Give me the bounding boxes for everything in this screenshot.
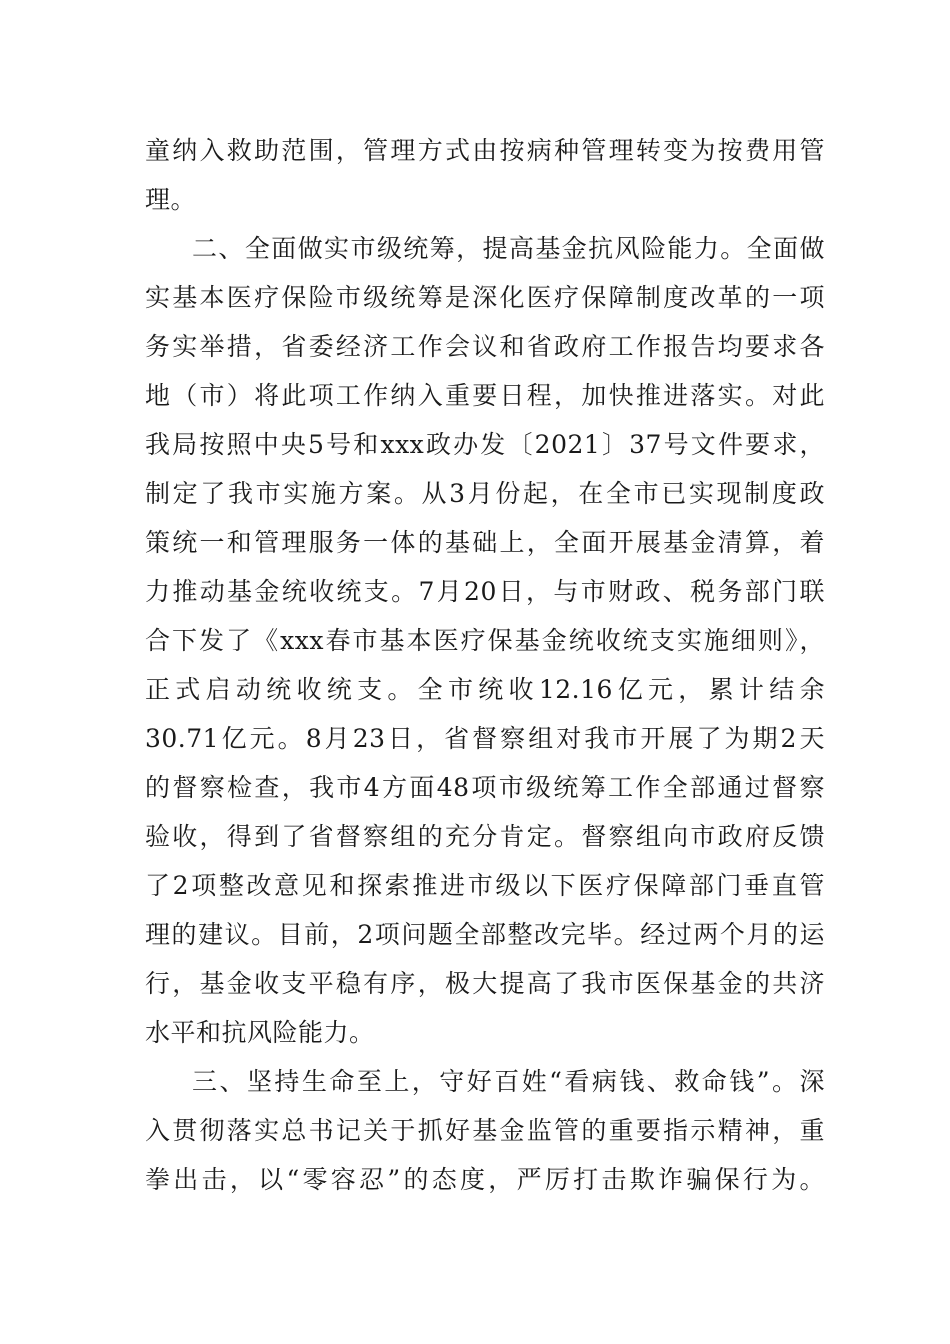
text-line: 策统一和管理服务一体的基础上，全面开展基金清算，着 [145, 528, 825, 557]
text-line: 了2项整改意见和探索推进市级以下医疗保障部门垂直管 [145, 871, 825, 900]
text-line: 入贯彻落实总书记关于抓好基金监管的重要指示精神，重 [145, 1116, 825, 1145]
text-line: 务实举措，省委经济工作会议和省政府工作报告均要求各 [145, 332, 825, 361]
text-line: 力推动基金统收统支。7月20日，与市财政、税务部门联 [145, 577, 825, 606]
text-line: 实基本医疗保险市级统筹是深化医疗保障制度改革的一项 [145, 283, 825, 312]
text-line: 地（市）将此项工作纳入重要日程，加快推进落实。对此 [145, 381, 825, 410]
text-line: 我局按照中央5号和xxx政办发〔2021〕37号文件要求， [145, 430, 825, 459]
text-line: 合下发了《xxx春市基本医疗保基金统收统支实施细则》， [145, 626, 825, 655]
text-line: 验收，得到了省督察组的充分肯定。督察组向市政府反馈 [145, 822, 825, 851]
text-line: 理。 [145, 185, 197, 214]
text-line: 的督察检查，我市4方面48项市级统筹工作全部通过督察 [145, 773, 825, 802]
text-line: 理的建议。目前，2项问题全部整改完毕。经过两个月的运 [145, 920, 825, 949]
text-line: 行，基金收支平稳有序，极大提高了我市医保基金的共济 [145, 969, 825, 998]
text-line: 制定了我市实施方案。从3月份起，在全市已实现制度政 [145, 479, 825, 508]
text-line: 童纳入救助范围，管理方式由按病种管理转变为按费用管 [145, 136, 825, 165]
text-line: 正式启动统收统支。全市统收12.16亿元，累计结余 [145, 675, 825, 704]
text-line: 30.71亿元。8月23日，省督察组对我市开展了为期2天 [145, 724, 825, 753]
text-line: 水平和抗风险能力。 [145, 1018, 375, 1047]
section-heading-line: 三、坚持生命至上，守好百姓“看病钱、救命钱”。深 [192, 1067, 825, 1096]
section-heading-line: 二、全面做实市级统筹，提高基金抗风险能力。全面做 [192, 234, 825, 263]
text-line: 拳出击，以“零容忍”的态度，严厉打击欺诈骗保行为。 [145, 1165, 825, 1194]
